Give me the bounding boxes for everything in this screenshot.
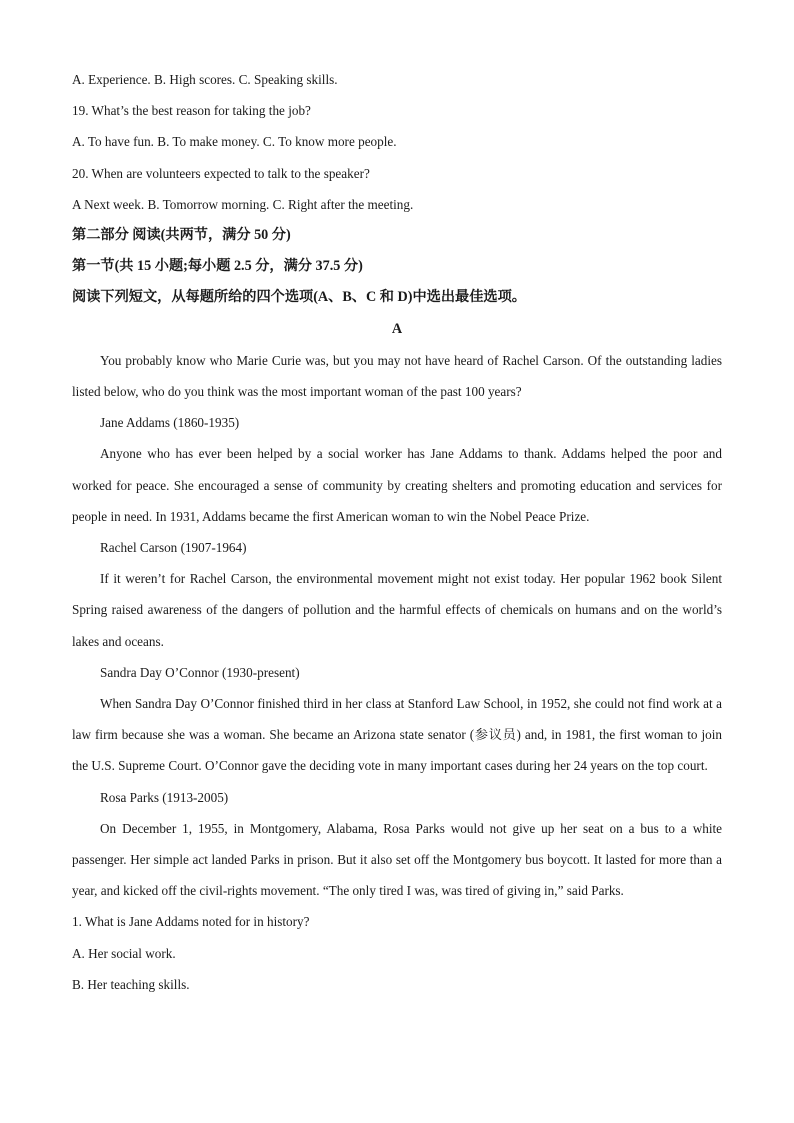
entry-name-addams: Jane Addams (1860-1935) <box>100 415 240 431</box>
entry-text-oconnor: When Sandra Day O’Connor finished third in her class at Stanford Law School, in 1952, she could not find work at a law firm because she was a woman. She became an Arizona state senator (参议员) and, in 1981, the first woman to join the U.S. Supreme Court. O’Connor gave the deciding vote in many important cases during her 24 years on the top court. <box>72 696 722 774</box>
q19-question: 19. What’s the best reason for taking the job? <box>72 103 311 119</box>
passage-letter: A <box>391 320 403 337</box>
q18-options: A. Experience. B. High scores. C. Speaking skills. <box>72 72 338 87</box>
document-page <box>72 64 722 1000</box>
q20-question: 20. When are volunteers expected to talk to the speaker? <box>72 165 370 181</box>
entry-text-parks: On December 1, 1955, in Montgomery, Alabama, Rosa Parks would not give up her seat on a bus to a white passenger. Her simple act landed Parks in prison. But it also set off the Montgomery bus boycott. It lasted for more than a year, and kicked off the civil-rights movement. “The only tired I was, was tired of giving in,” said Parks. <box>72 820 722 899</box>
q19-options: A. To have fun. B. To make money. C. To know more people. <box>72 134 397 150</box>
entry-text-carson: If it weren’t for Rachel Carson, the environmental movement might not exist today. Her popular 1962 book Silent Spring raised awareness of the dangers of pollution and the harmful effects of chemicals on humans and on the world’s lakes and oceans. <box>72 571 722 649</box>
part-two-heading: 第二部分 阅读(共两节，满分 50 分) <box>72 227 291 244</box>
question-1-option-b: B. Her teaching skills. <box>72 976 190 992</box>
q20-options: A Next week. B. Tomorrow morning. C. Right after the meeting. <box>72 196 414 212</box>
entry-name-carson: Rachel Carson (1907-1964) <box>100 540 247 556</box>
question-1-option-a: A. Her social work. <box>72 945 176 961</box>
question-1: 1. What is Jane Addams noted for in history? <box>72 914 310 930</box>
entry-text-addams: Anyone who has ever been helped by a social worker has Jane Addams to thank. Addams helped the poor and worked for peace. She encouraged a sense of community by creating shelters and promoting education and services for people in need. In 1931, Addams became the first American woman to win the Nobel Peace Prize. <box>72 446 722 524</box>
reading-instructions: 阅读下列短文，从每题所给的四个选项(A、B、C 和 D)中选出最佳选项。 <box>72 289 526 306</box>
passage-intro: You probably know who Marie Curie was, but you may not have heard of Rachel Carson. Of the outstanding ladies listed below, who do you think was the most important woman of the past 100 years? <box>72 352 722 400</box>
section-one-heading: 第一节(共 15 小题;每小题 2.5 分，满分 37.5 分) <box>72 258 363 275</box>
entry-name-parks: Rosa Parks (1913-2005) <box>100 789 229 805</box>
entry-name-oconnor: Sandra Day O’Connor (1930-present) <box>100 664 300 680</box>
